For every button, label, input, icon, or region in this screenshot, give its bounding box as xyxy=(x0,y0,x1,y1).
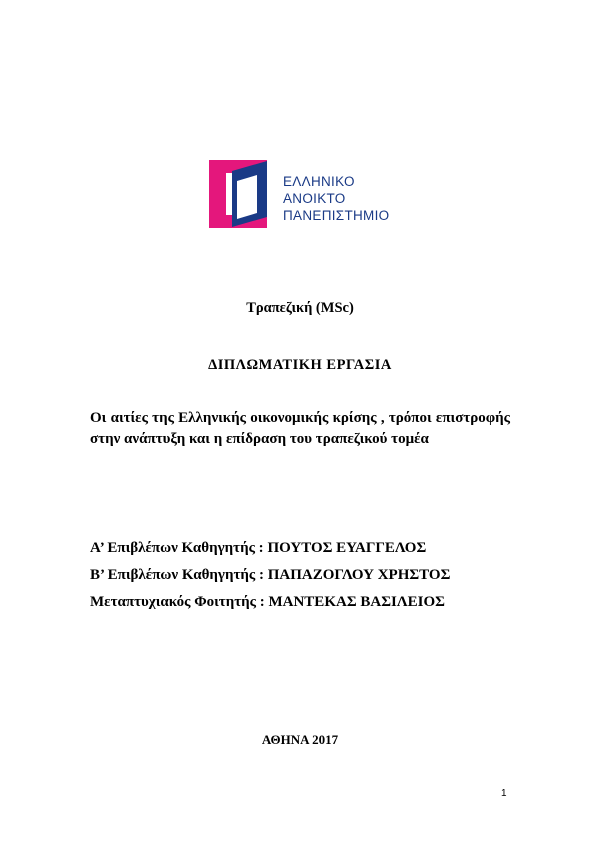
logo-line-2: ΑΝΟΙΚΤΟ xyxy=(283,191,346,206)
people-list xyxy=(90,535,450,616)
second-supervisor-row xyxy=(90,562,450,589)
first-supervisor-role: Α’ Επιβλέπων Καθηγητής : xyxy=(90,540,264,556)
document-type: ΔΙΠΛΩΜΑΤΙΚΗ ΕΡΓΑΣΙΑ xyxy=(208,357,392,373)
logo-text xyxy=(283,173,389,224)
first-supervisor-name: ΠΟΥΤΟΣ ΕΥΑΓΓΕΛΟΣ xyxy=(267,540,427,556)
university-logo xyxy=(209,157,399,231)
second-supervisor-name: ΠΑΠΑΖΟΓΛΟΥ ΧΡΗΣΤΟΣ xyxy=(267,567,451,583)
page-number: 1 xyxy=(501,788,507,799)
logo-mark-icon xyxy=(209,157,283,231)
place-and-year: ΑΘΗΝΑ 2017 xyxy=(261,732,339,747)
first-supervisor-row xyxy=(90,535,450,562)
student-name: ΜΑΝΤΕΚΑΣ ΒΑΣΙΛΕΙΟΣ xyxy=(268,594,445,610)
second-supervisor-role: Β’ Επιβλέπων Καθηγητής : xyxy=(90,567,264,583)
thesis-title: Οι αιτίες της Ελληνικής οικονομικής κρίσης , τρόποι επιστροφής στην ανάπτυξη και η επίδραση του τραπεζικού τομέα xyxy=(90,410,510,447)
student-role: Μεταπτυχιακός Φοιτητής : xyxy=(90,594,265,610)
student-row xyxy=(90,589,450,616)
logo-line-1: ΕΛΛΗΝΙΚΟ xyxy=(283,174,355,189)
logo-line-3: ΠΑΝΕΠΙΣΤΗΜΙΟ xyxy=(283,208,390,223)
program-subject: Τραπεζική (MSc) xyxy=(246,300,354,316)
